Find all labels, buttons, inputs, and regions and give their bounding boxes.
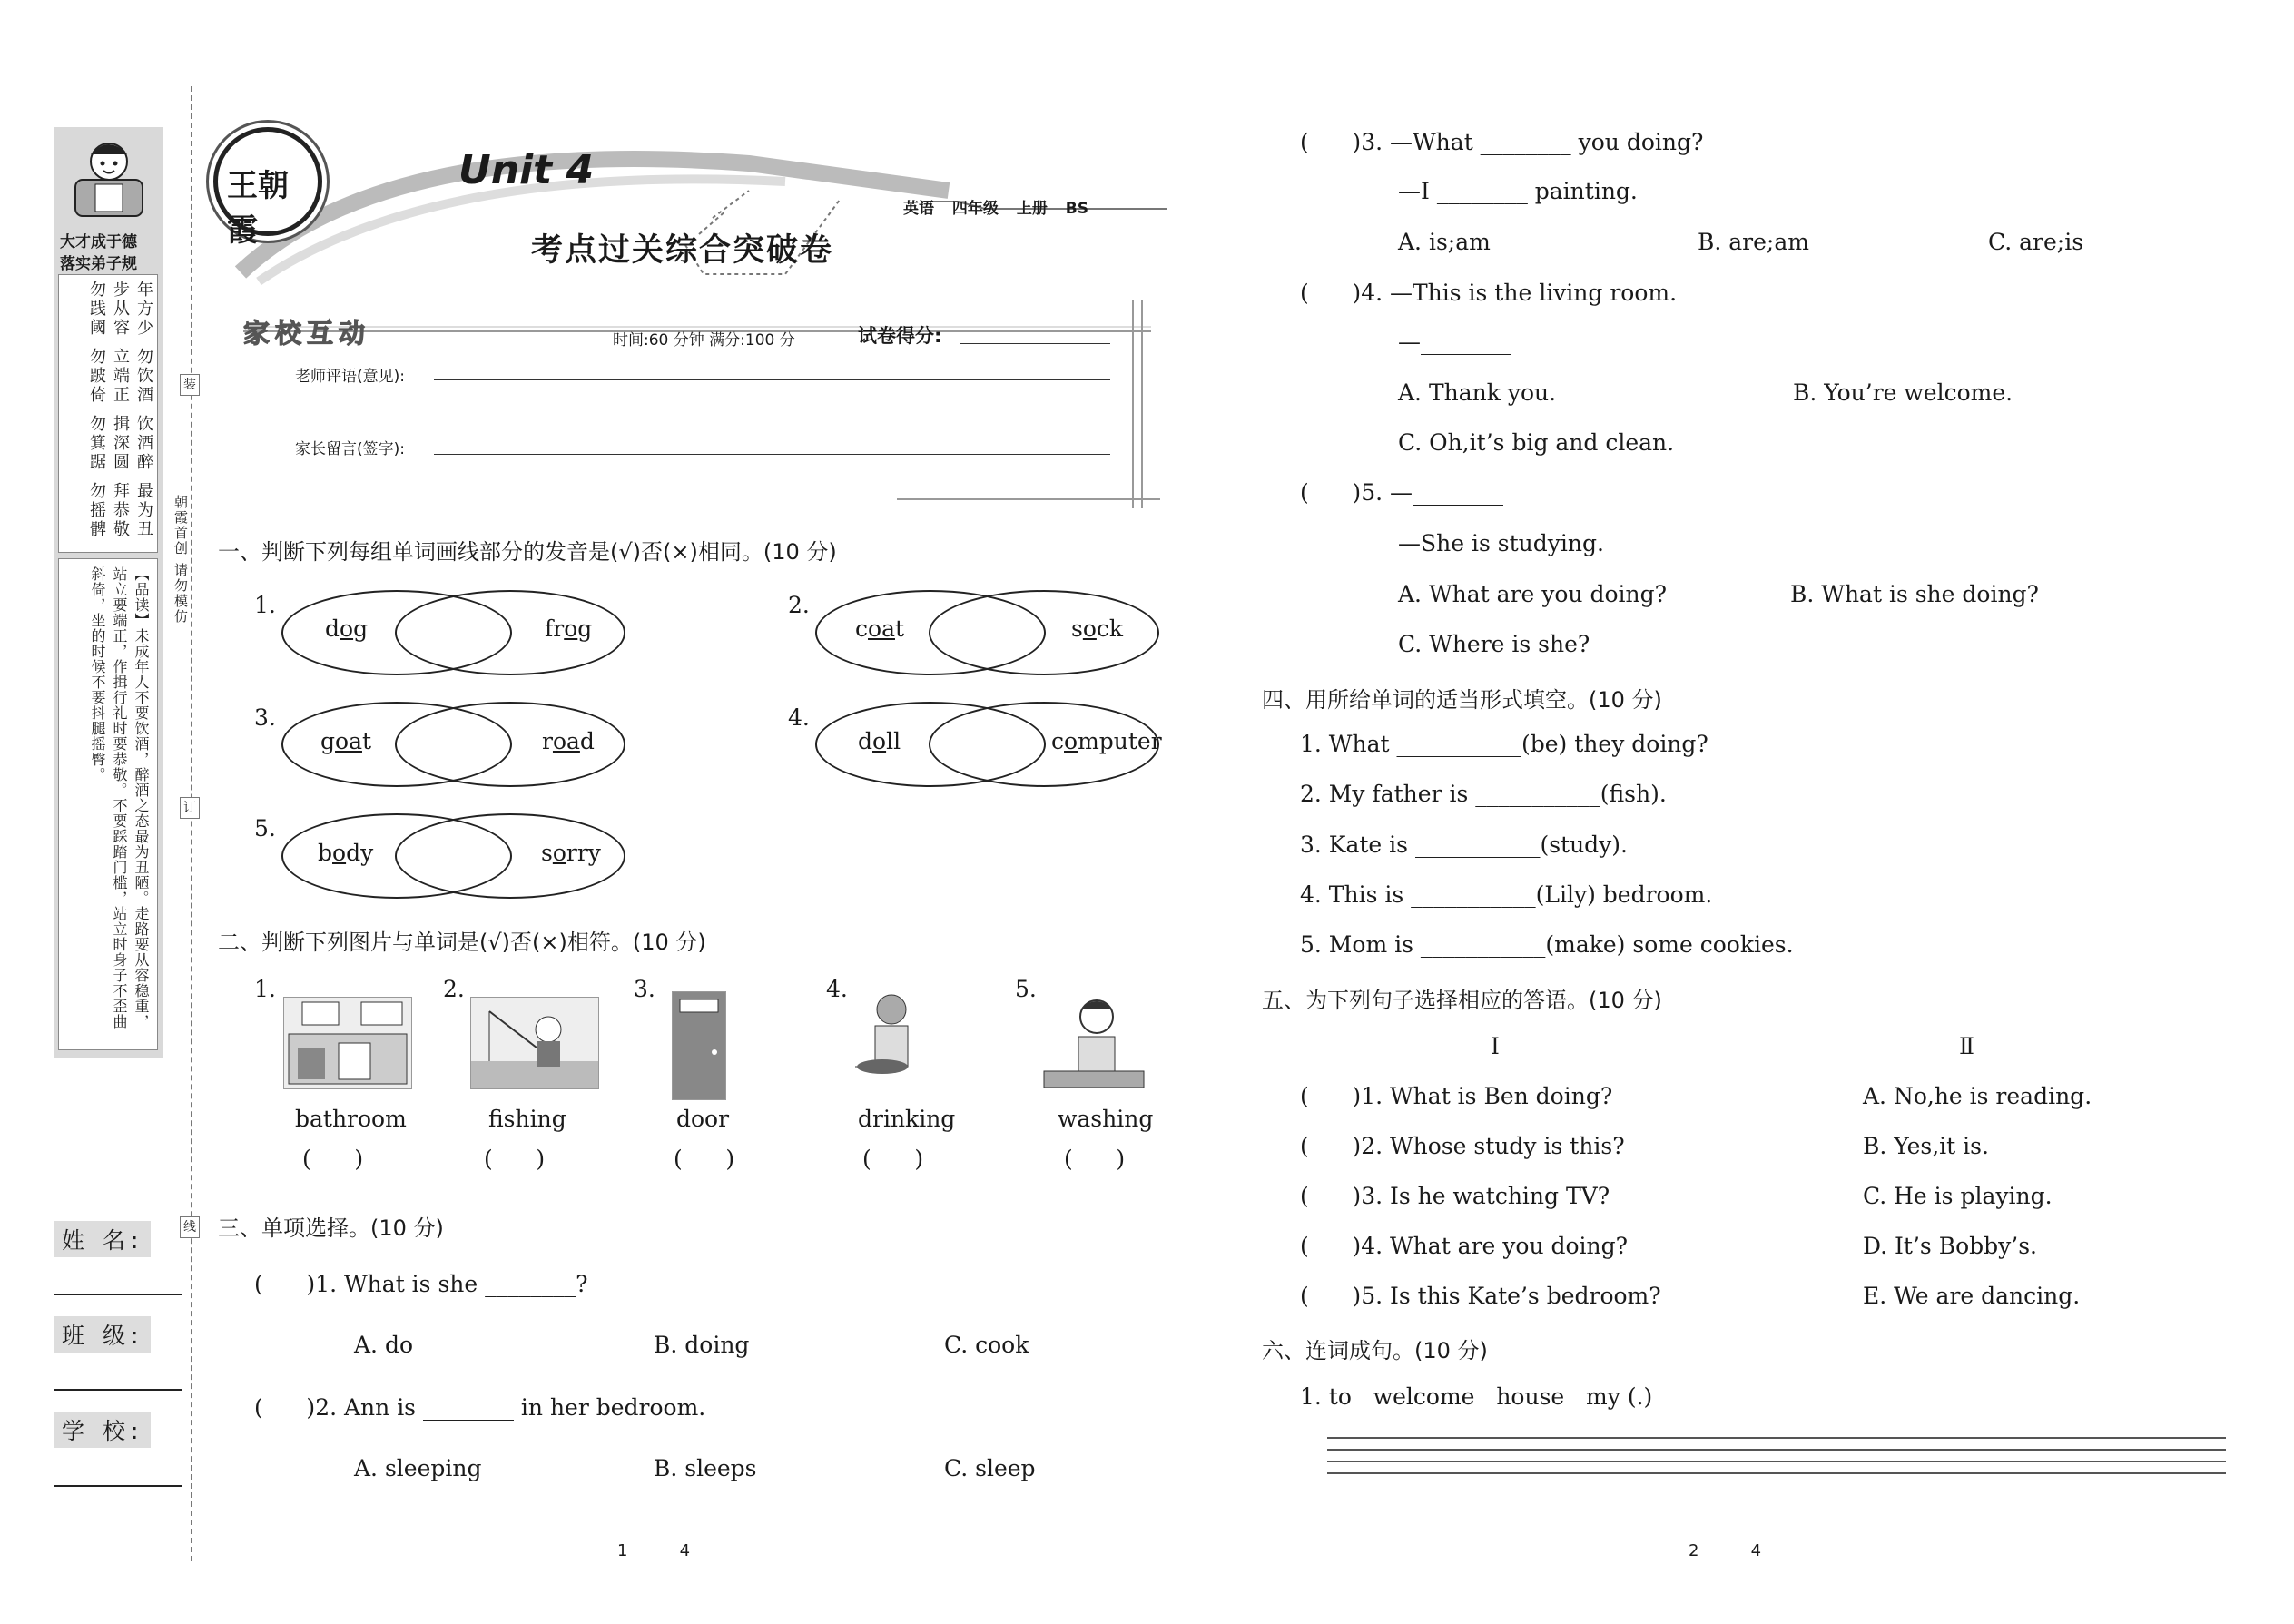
answer-paren[interactable]: ( )	[484, 1146, 546, 1172]
section-6-title: 六、连词成句。(10 分)	[1262, 1338, 1488, 1363]
section-2-title: 二、判断下列图片与单词是(√)否(×)相符。(10 分)	[218, 930, 706, 955]
mc-question-2: ( )2. Ann is ________ in her bedroom.	[254, 1394, 706, 1421]
rule-text: 步从容	[111, 281, 130, 338]
subject-tags: 英语 四年级 上册 BS	[903, 200, 1088, 218]
item-number: 3.	[254, 704, 276, 731]
writing-line[interactable]	[1327, 1461, 2226, 1462]
fold-mark: 线	[180, 1216, 200, 1238]
mc-option[interactable]: B. are;am	[1698, 229, 1809, 255]
rule-text: 拜恭敬	[111, 482, 130, 539]
picture-word: fishing	[488, 1106, 566, 1132]
washing-picture-icon	[1042, 991, 1147, 1091]
match-answer: D. It’s Bobby’s.	[1863, 1233, 2037, 1259]
rule-text: 饮酒醉	[134, 415, 153, 472]
item-number: 3.	[634, 976, 655, 1002]
mc-option[interactable]: B. sleeps	[654, 1455, 757, 1481]
rules-box	[58, 274, 158, 553]
cooking-picture-icon	[855, 989, 928, 1089]
page-number-right: 2 4	[1689, 1541, 1762, 1560]
picture-word: drinking	[858, 1106, 956, 1132]
sidebar-panel	[54, 127, 163, 1058]
school-label: 学 校:	[54, 1412, 151, 1448]
class-field[interactable]	[54, 1389, 182, 1391]
score-field[interactable]	[960, 343, 1110, 344]
bathroom-picture-icon	[283, 997, 412, 1089]
mc-question-4: ( )4. —This is the living room.	[1300, 280, 1678, 306]
match-question: ( )4. What are you doing?	[1300, 1233, 1629, 1259]
picture-word: washing	[1058, 1106, 1154, 1132]
name-field[interactable]	[54, 1294, 182, 1295]
mc-question-5-line-2: —She is studying.	[1398, 530, 1604, 556]
word-doll: doll	[858, 728, 901, 754]
fold-line	[191, 86, 192, 1561]
mc-question-1: ( )1. What is she ________?	[254, 1271, 588, 1297]
item-number: 1.	[254, 592, 276, 618]
mc-option[interactable]: C. cook	[944, 1332, 1029, 1358]
picture-word: door	[676, 1106, 730, 1132]
mc-question-3-line-2: —I ________ painting.	[1398, 178, 1638, 204]
home-school-badge: 家校互动	[243, 318, 371, 349]
section-5-title: 五、为下列句子选择相应的答语。(10 分)	[1262, 988, 1662, 1013]
mc-option[interactable]: C. are;is	[1988, 229, 2084, 255]
rule-text: 勿饮酒	[134, 348, 153, 405]
fill-blank-item: 3. Kate is ___________(study).	[1300, 832, 1628, 858]
parent-comment-label: 家长留言(签字):	[295, 440, 405, 458]
answer-paren[interactable]: ( )	[1064, 1146, 1126, 1172]
mc-question-5: ( )5. —________	[1300, 479, 1503, 506]
rule-text: 最为丑	[134, 482, 153, 539]
item-number: 4.	[826, 976, 848, 1002]
unit-title: Unit 4	[458, 147, 595, 193]
venn-right	[929, 590, 1159, 675]
item-number: 2.	[443, 976, 465, 1002]
mc-option[interactable]: C. Where is she?	[1398, 631, 1590, 657]
rule-text: 勿箕踞	[87, 415, 106, 472]
name-label: 姓 名:	[54, 1221, 151, 1257]
writing-line[interactable]	[1327, 1437, 2226, 1439]
mc-option[interactable]: C. sleep	[944, 1455, 1036, 1481]
mc-option[interactable]: C. Oh,it’s big and clean.	[1398, 429, 1675, 456]
side-note: 朝霞首创 请勿模仿	[172, 495, 189, 625]
mc-question-3: ( )3. —What ________ you doing?	[1300, 129, 1704, 155]
word-order-item: 1. to welcome house my (.)	[1300, 1383, 1653, 1410]
word-body: body	[318, 840, 374, 866]
rule-text: 勿跛倚	[87, 348, 106, 405]
match-question: ( )3. Is he watching TV?	[1300, 1183, 1610, 1209]
writing-line[interactable]	[1327, 1472, 2226, 1474]
word-sorry: sorry	[541, 840, 601, 866]
fishing-picture-icon	[470, 997, 599, 1089]
time-info: 时间:60 分钟 满分:100 分	[613, 331, 795, 349]
word-road: road	[542, 728, 595, 754]
word-computer: computer	[1051, 728, 1162, 754]
mc-option[interactable]: B. You’re welcome.	[1793, 379, 2013, 406]
rule-text: 勿践阈	[87, 281, 106, 338]
fill-blank-item: 4. This is ___________(Lily) bedroom.	[1300, 881, 1713, 908]
motto-line-1: 大才成于德	[60, 233, 137, 251]
item-number: 4.	[788, 704, 810, 731]
mc-question-4-line-2: —________	[1398, 329, 1511, 355]
match-question: ( )1. What is Ben doing?	[1300, 1083, 1613, 1109]
word-sock: sock	[1071, 615, 1124, 642]
page-title: 考点过关综合突破卷	[531, 231, 834, 269]
motto-line-2: 落实弟子规	[60, 255, 137, 273]
picture-word: bathroom	[295, 1106, 407, 1132]
match-question: ( )5. Is this Kate’s bedroom?	[1300, 1283, 1661, 1309]
parent-comment-line[interactable]	[434, 454, 1110, 455]
teacher-comment-label: 老师评语(意见):	[295, 368, 405, 386]
door-picture-icon	[672, 991, 726, 1100]
word-dog: dog	[325, 615, 369, 642]
brand-logo: 王朝霞	[213, 127, 322, 236]
match-answer: E. We are dancing.	[1863, 1283, 2081, 1309]
item-number: 1.	[254, 976, 276, 1002]
item-number: 5.	[254, 815, 276, 842]
score-label: 试卷得分:	[858, 325, 942, 347]
school-field[interactable]	[54, 1485, 182, 1487]
teacher-comment-line[interactable]	[434, 379, 1110, 380]
fill-blank-item: 5. Mom is ___________(make) some cookies.	[1300, 931, 1794, 958]
section-3-title: 三、单项选择。(10 分)	[218, 1216, 444, 1241]
match-question: ( )2. Whose study is this?	[1300, 1133, 1625, 1159]
column-heading-i: Ⅰ	[1491, 1033, 1500, 1059]
section-1-title: 一、判断下列每组单词画线部分的发音是(√)否(×)相同。(10 分)	[218, 539, 837, 565]
reading-text: 【品读】未成年人不要饮酒，醉酒之态最为丑陋。走路要从容稳重，站立要端正，作揖行礼时要恭敬。不要踩踏门槛，站立时身子不歪曲斜倚，坐的时候不要抖腿摇臀。	[89, 566, 150, 1029]
column-heading-ii: Ⅱ	[1959, 1033, 1974, 1059]
item-number: 2.	[788, 592, 810, 618]
rule-text: 勿摇髀	[87, 482, 106, 539]
class-label: 班 级:	[54, 1316, 151, 1353]
match-answer: C. He is playing.	[1863, 1183, 2053, 1209]
answer-paren[interactable]: ( )	[674, 1146, 735, 1172]
fill-blank-item: 2. My father is ___________(fish).	[1300, 781, 1667, 807]
mc-option[interactable]: A. What are you doing?	[1398, 581, 1668, 607]
mc-option[interactable]: A. Thank you.	[1398, 379, 1557, 406]
rule-text: 揖深圆	[111, 415, 130, 472]
match-answer: A. No,he is reading.	[1863, 1083, 2092, 1109]
mc-option[interactable]: A. is;am	[1398, 229, 1491, 255]
match-answer: B. Yes,it is.	[1863, 1133, 1989, 1159]
fold-mark: 订	[180, 797, 200, 819]
word-goat: goat	[320, 728, 372, 754]
page-number-left: 1 4	[617, 1541, 691, 1560]
fill-blank-item: 1. What ___________(be) they doing?	[1300, 731, 1708, 757]
mc-option[interactable]: A. do	[354, 1332, 414, 1358]
section-4-title: 四、用所给单词的适当形式填空。(10 分)	[1262, 687, 1662, 713]
answer-paren[interactable]: ( )	[302, 1146, 364, 1172]
mc-option[interactable]: B. What is she doing?	[1790, 581, 2039, 607]
rule-text: 年方少	[134, 281, 153, 338]
fold-mark: 装	[180, 374, 200, 396]
mc-option[interactable]: A. sleeping	[354, 1455, 482, 1481]
item-number: 5.	[1015, 976, 1037, 1002]
writing-line[interactable]	[1327, 1449, 2226, 1451]
word-frog: frog	[545, 615, 593, 642]
reading-box	[58, 558, 158, 1050]
cartoon-child-icon	[68, 134, 150, 225]
answer-paren[interactable]: ( )	[862, 1146, 924, 1172]
word-coat: coat	[855, 615, 905, 642]
rule-text: 立端正	[111, 348, 130, 405]
mc-option[interactable]: B. doing	[654, 1332, 750, 1358]
